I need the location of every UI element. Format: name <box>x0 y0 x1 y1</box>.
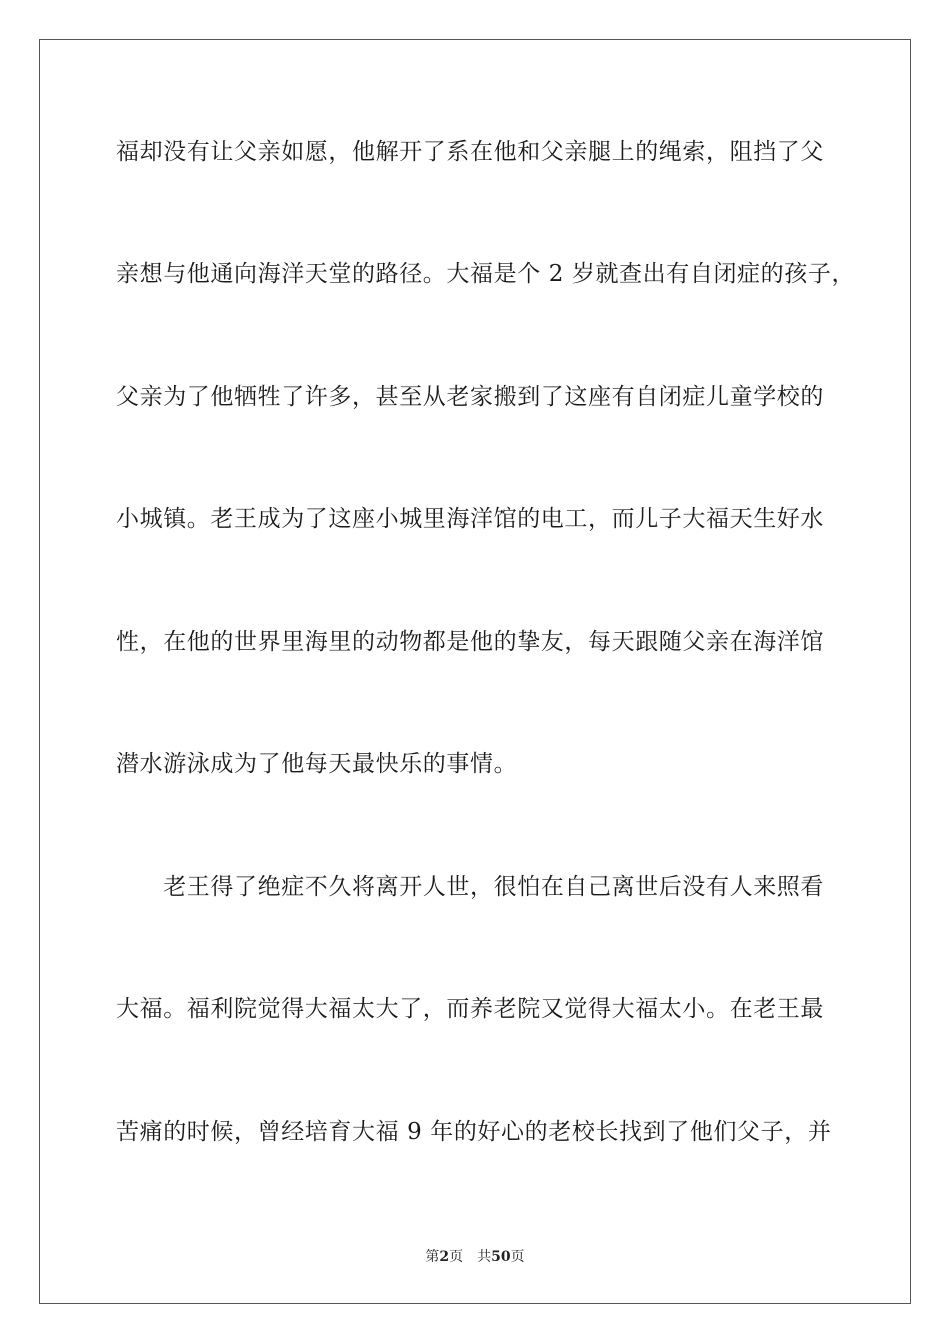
text-line-5: 性，在他的世界里海里的动物都是他的挚友，每天跟随父亲在海洋馆 <box>116 629 824 655</box>
text-line-2: 亲想与他通向海洋天堂的路径。大福是个 2 岁就查出有自闭症的孩子， <box>116 261 856 287</box>
page-footer <box>0 1248 950 1266</box>
text-line-3: 父亲为了他牺牲了许多，甚至从老家搬到了这座有自闭症儿童学校的 <box>116 384 824 410</box>
text-line-8: 大福。福利院觉得大福太大了，而养老院又觉得大福太小。在老王最 <box>116 996 824 1022</box>
page-prefix: 第 <box>425 1249 440 1265</box>
text-line-4: 小城镇。老王成为了这座小城里海洋馆的电工，而儿子大福天生好水 <box>116 506 824 532</box>
total-prefix: 共 <box>477 1249 492 1265</box>
text-line-6: 潜水游泳成为了他每天最快乐的事情。 <box>116 751 518 777</box>
text-line-1: 福却没有让父亲如愿，他解开了系在他和父亲腿上的绳索，阻挡了父 <box>116 139 824 165</box>
total-suffix: 页 <box>510 1249 525 1265</box>
total-pages: 50 <box>491 1249 511 1265</box>
text-line-7: 老王得了绝症不久将离开人世，很怕在自己离世后没有人来照看 <box>116 874 824 900</box>
page-suffix: 页 <box>449 1249 464 1265</box>
page-number: 2 <box>439 1249 450 1265</box>
text-line-9: 苦痛的时候，曾经培育大福 9 年的好心的老校长找到了他们父子，并 <box>116 1119 832 1145</box>
page-border <box>39 39 911 1304</box>
